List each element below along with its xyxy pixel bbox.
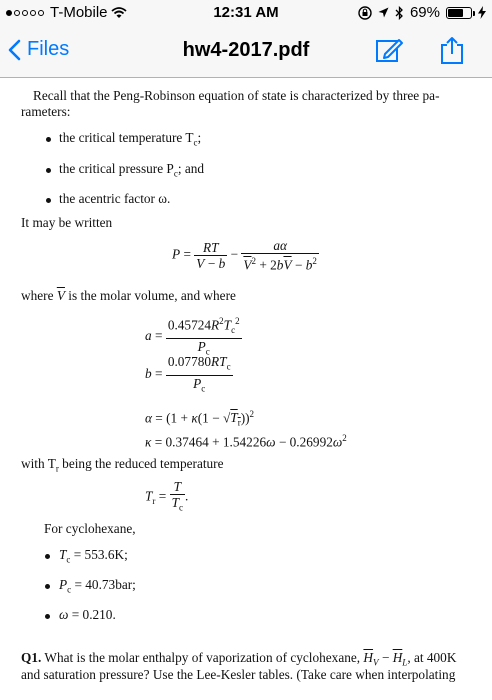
written-line: It may be written — [21, 215, 113, 230]
bullet-dot — [46, 137, 51, 142]
intro-line-1: Recall that the Peng-Robinson equation of state is characterized by three pa- — [33, 88, 440, 103]
bullet-critical-temperature — [59, 129, 201, 152]
status-right — [358, 4, 486, 21]
cyclohexane-heading: For cyclohexane, — [44, 521, 136, 536]
bullet-dot — [45, 584, 50, 589]
battery-icon — [446, 7, 472, 19]
question-text-tail: , at 400K — [407, 650, 457, 665]
molar-volume-symbol: $\overline{V}$ — [56, 288, 65, 303]
document-title: hw4-2017.pdf — [182, 39, 310, 61]
intro-line-2: rameters: — [21, 104, 71, 119]
value-text: = 40.73bar; — [74, 577, 136, 592]
with-text-end: being the reduced temperature — [58, 456, 224, 471]
value-text: = 0.210. — [71, 607, 116, 622]
equation-reduced-temperature: $T_r$ = $\frac{T}{T_c}$ . — [145, 479, 189, 513]
bullet-acentric-factor: the acentric factor ω. — [59, 191, 171, 206]
subscript: c — [173, 168, 178, 179]
back-button-label: Files — [27, 38, 70, 60]
subscript: r — [55, 463, 59, 474]
critical-temperature-value: $T_c = 553.6K$; — [59, 547, 128, 565]
acentric-factor-value: ω = 0.210. — [59, 607, 116, 622]
question-number: Q1. — [21, 650, 42, 665]
bullet-dot — [46, 198, 51, 203]
subscript: c — [193, 137, 198, 148]
status-bar — [0, 0, 492, 26]
equation-a: a = $\frac{0.45724R^2T_c^2}{P_c}$ — [145, 316, 240, 357]
pdf-page[interactable] — [0, 78, 492, 700]
bullet-text: the critical pressure P — [59, 161, 174, 176]
share-button[interactable] — [437, 35, 467, 65]
charging-icon — [478, 6, 486, 19]
where-line — [21, 287, 236, 305]
bullet-end: ; and — [177, 161, 205, 176]
battery-percent: 69% — [409, 4, 440, 21]
markup-button[interactable] — [374, 35, 404, 65]
bullet-dot — [46, 168, 51, 173]
bullet-dot — [45, 554, 50, 559]
orientation-lock-icon — [358, 6, 372, 20]
equation-kappa: $\kappa = 0.37464 + 1.54226\omega - 0.26992\omega^2$ — [145, 433, 347, 450]
equation-b: b = $\frac{0.07780RT_c}{P_c}$ — [145, 354, 231, 394]
peng-robinson-equation: P = $\frac{RT}{\overline{V} - b}$ − $\frac{a\alpha}{\overline{V}^2 + 2b\overline{V} - b^2}$ — [172, 238, 317, 273]
bullet-end: ; — [197, 130, 202, 145]
bullet-critical-pressure — [59, 160, 204, 183]
reduced-temperature-line — [21, 455, 224, 478]
question-text: What is the molar enthalpy of vaporization of cyclohexane, — [41, 650, 364, 665]
navigation-bar — [0, 26, 492, 78]
value-text: = 553.6K; — [73, 547, 128, 562]
share-icon — [437, 35, 467, 65]
with-text: with T — [21, 456, 56, 471]
question-1-line-1: Q1. What is the molar enthalpy of vaporization of cyclohexane, $\overline{H}_V - \overline{H}_L$, at 400K — [21, 650, 457, 668]
critical-pressure-value: $P_c = 40.73bar$; — [59, 577, 136, 595]
carrier-name: T-Mobile — [50, 4, 108, 21]
status-time: 12:31 AM — [213, 4, 279, 21]
where-text-a: where — [21, 288, 57, 303]
where-text-c: is the molar volume, and where — [64, 288, 236, 303]
edit-icon — [374, 35, 404, 65]
equation-alpha: $\alpha = (1 + \kappa(1 - √T_r))^2$ — [145, 409, 255, 429]
question-1-line-2: and saturation pressure? Use the Lee-Kesler tables. (Take care when interpolating — [21, 667, 456, 682]
bullet-dot — [45, 614, 50, 619]
location-icon — [378, 7, 389, 18]
bluetooth-icon — [395, 6, 404, 20]
bullet-text: the critical temperature T — [59, 130, 194, 145]
